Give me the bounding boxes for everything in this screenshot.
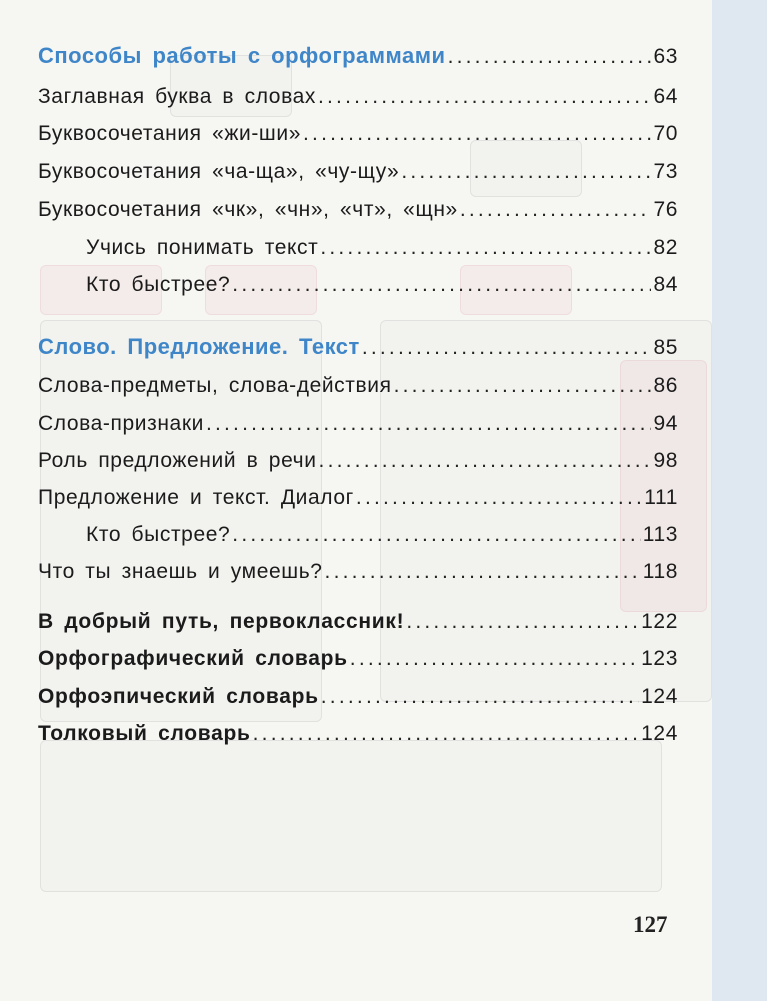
toc-entry — [38, 523, 678, 557]
toc-section-title: Слово. Предложение. Текст — [38, 334, 360, 359]
toc-entry — [38, 160, 678, 194]
toc-page-number: 118 — [642, 560, 678, 583]
toc-entry — [38, 198, 678, 232]
toc-entry-title: Учись понимать текст — [86, 236, 319, 259]
toc-page-number: 63 — [653, 45, 678, 68]
toc-dot-leader — [253, 722, 640, 746]
toc-entry-title: Орфоэпический словарь — [38, 685, 319, 708]
toc-page-number: 86 — [653, 374, 678, 397]
toc-page-number: 76 — [653, 198, 678, 221]
toc-entry — [38, 647, 678, 681]
toc-entry — [38, 449, 678, 483]
toc-dot-leader — [206, 412, 652, 436]
page-number: 127 — [633, 912, 668, 937]
toc-entry — [38, 43, 678, 77]
toc-page-number: 124 — [641, 685, 678, 708]
toc-page-number: 122 — [641, 610, 678, 633]
toc-page-number: 64 — [653, 85, 678, 108]
toc-dot-leader — [232, 523, 640, 547]
toc-entry-title: Толковый словарь — [38, 722, 251, 745]
toc-dot-leader — [320, 236, 651, 260]
toc-dot-leader — [356, 486, 642, 510]
toc-entry-title: Кто быстрее? — [86, 523, 231, 546]
toc-entry-title: Заглавная буква в словах — [38, 85, 316, 108]
toc-page-number: 113 — [642, 523, 678, 546]
toc-entry-title: Кто быстрее? — [86, 273, 231, 296]
toc-dot-leader — [303, 122, 651, 146]
toc-entry-title: Предложение и текст. Диалог — [38, 486, 354, 509]
toc-dot-leader — [448, 45, 652, 69]
toc-dot-leader — [362, 336, 652, 360]
page-edge-strip — [712, 0, 767, 1001]
toc-entry — [38, 560, 678, 594]
toc-entry-title: Слова-признаки — [38, 412, 204, 435]
toc-entry-title: Буквосочетания «жи-ши» — [38, 122, 301, 145]
toc-entry — [38, 486, 678, 520]
toc-entry — [38, 236, 678, 270]
toc-page-number: 94 — [653, 412, 678, 435]
toc-page-number: 124 — [641, 722, 678, 745]
toc-entry — [38, 122, 678, 156]
toc-section-title: Способы работы с орфограммами — [38, 43, 446, 68]
toc-dot-leader — [460, 198, 652, 222]
toc-dot-leader — [318, 85, 651, 109]
toc-entry — [38, 334, 678, 368]
toc-page-number: 84 — [653, 273, 678, 296]
toc-page-number: 70 — [653, 122, 678, 145]
toc-page-number: 82 — [653, 236, 678, 259]
toc-page-number: 123 — [641, 647, 678, 670]
toc-page-number: 73 — [653, 160, 678, 183]
toc-dot-leader — [319, 449, 652, 473]
show-through-shape — [40, 740, 662, 892]
toc-entry-title: Что ты знаешь и умеешь? — [38, 560, 323, 583]
toc-entry-title: Роль предложений в речи — [38, 449, 317, 472]
toc-page-number: 85 — [653, 336, 678, 359]
toc-entry-title: Буквосочетания «чк», «чн», «чт», «щн» — [38, 198, 458, 221]
toc-entry — [38, 374, 678, 408]
toc-page-number: 98 — [653, 449, 678, 472]
toc-entry — [38, 273, 678, 307]
toc-entry — [38, 85, 678, 119]
toc-entry — [38, 412, 678, 446]
toc-page-number: 111 — [644, 486, 678, 509]
toc-entry — [38, 685, 678, 719]
toc-entry — [38, 722, 678, 756]
toc-entry — [38, 610, 678, 644]
toc-entry-title: Буквосочетания «ча-ща», «чу-щу» — [38, 160, 400, 183]
toc-dot-leader — [232, 273, 651, 297]
toc-dot-leader — [321, 685, 639, 709]
toc-dot-leader — [350, 647, 639, 671]
toc-dot-leader — [406, 610, 639, 634]
toc-dot-leader — [401, 160, 651, 184]
toc-dot-leader — [394, 374, 652, 398]
toc-entry-title: Орфографический словарь — [38, 647, 348, 670]
toc-entry-title: Слова-предметы, слова-действия — [38, 374, 392, 397]
toc-dot-leader — [325, 560, 641, 584]
toc-entry-title: В добрый путь, первоклассник! — [38, 610, 405, 633]
